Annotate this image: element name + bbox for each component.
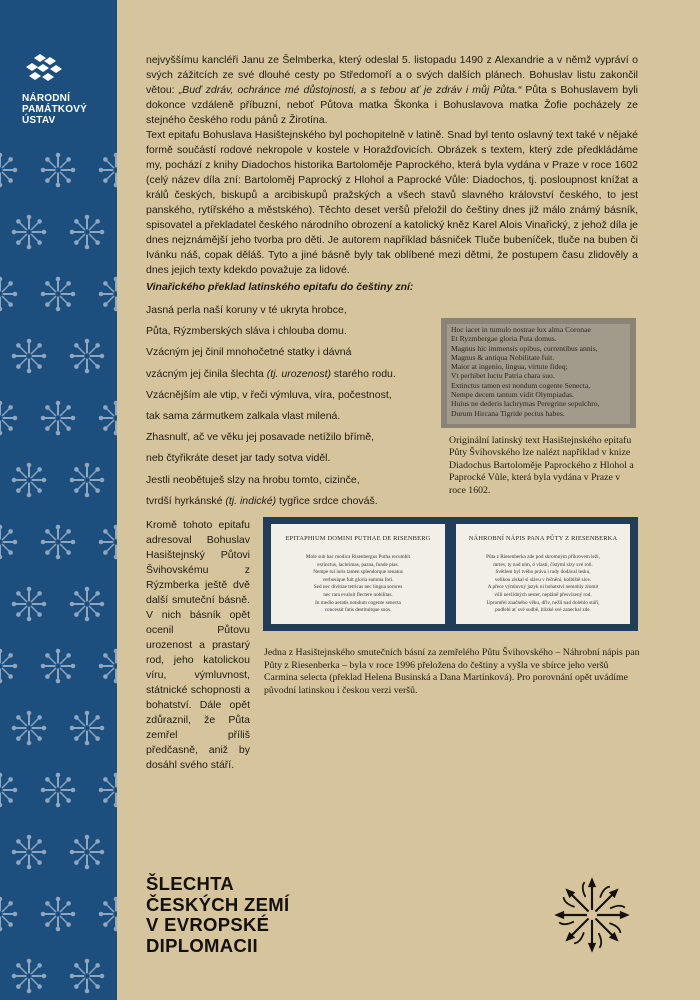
poem-line: Jasná perla naší koruny v té ukryta hrobce,	[146, 304, 347, 316]
poem-translation	[146, 300, 436, 512]
ornament-star-icon	[99, 401, 117, 435]
book-line: concessit fatis destituitque suos.	[324, 607, 392, 614]
ornament-star-icon	[12, 959, 46, 993]
latin-line: Magnus & antiqua Nobilitate fuit.	[451, 352, 555, 362]
poem-line-note: (tj. urozenost)	[266, 367, 331, 380]
ornament-star-icon	[70, 463, 104, 497]
book-line: A přece výmluvný jazyk ni bohatství nemohly zlomit	[487, 584, 599, 591]
ornament-star-icon	[0, 401, 17, 435]
book-page-czech	[456, 524, 630, 624]
book-line: nec rara evaluit flectere nobilitas.	[323, 591, 393, 598]
book-page-title: EPITAPHIUM DOMINI PUTHAE DE RISENBERG	[285, 535, 431, 542]
poem-line-part: tvrdší hyrkánské	[146, 494, 226, 507]
poem-heading: Vinařického překlad latinského epitafu do češtiny zní:	[146, 281, 414, 293]
ornament-star-icon	[12, 711, 46, 745]
book-page-text	[277, 554, 439, 615]
ornament-star-icon	[12, 587, 46, 621]
poem-line-part: starého rodu.	[331, 367, 396, 380]
ornament-star-icon	[99, 153, 117, 187]
poem-line-part: vzácným jej činila šlechta	[146, 367, 267, 380]
poem-line-part: tygřice srdce chováš.	[276, 494, 378, 507]
poem-line: Půta, Rýzmberských sláva i chlouba domu.	[146, 325, 347, 338]
logo-line-1: NÁRODNÍ	[22, 93, 71, 104]
ornament-star-icon	[12, 215, 46, 249]
paragraph-letter	[146, 53, 638, 128]
title-line-4: DIPLOMACII	[146, 934, 258, 956]
ornament-star-icon	[70, 711, 104, 745]
ornament-star-icon	[12, 339, 46, 373]
ornament-star-icon	[99, 773, 117, 807]
ornament-pattern	[0, 0, 117, 1000]
ornament-star-icon	[0, 153, 17, 187]
ornament-star-icon	[41, 897, 75, 931]
book-line: Mole sub hac modica Risenbergus Putha recumbit	[305, 554, 411, 560]
ornament-star-icon	[41, 277, 75, 311]
poem-line: tak sama zármutkem zalkala vlast milená.	[146, 409, 341, 422]
latin-line: Et Ryzmbergae gloria Puta domus.	[451, 334, 557, 344]
ornament-star-icon	[41, 773, 75, 807]
compass-emblem-icon	[551, 874, 633, 956]
ornament-star-icon	[70, 835, 104, 869]
paragraph-letter-quote: „Buď zdráv, ochráncе mé důstojnosti, a s tebou ať je zdráv i můj Půta.“	[178, 84, 522, 96]
logo-line-3: ÚSTAV	[22, 115, 56, 126]
latin-line: Nempe decem tantum vidit Olympiadas.	[451, 390, 574, 400]
title-line-1: ŠLECHTA	[146, 873, 235, 894]
poem-line	[146, 364, 436, 385]
ornament-star-icon	[41, 153, 75, 187]
poem-line: Vzácným jej činil mnohočetné statky i dávná	[146, 346, 352, 359]
poem-line: neb čtyřikráte deset jar tady sotva viděl.	[146, 452, 331, 465]
ornament-star-icon	[41, 401, 75, 435]
paragraph-epitaph: Text epitafu Bohuslava Hasištejnského byl pochopitelně v latině. Snad byl tento oslavný text také v nějaké formě součástí rodové nekropole v kostele v Horažďovicích. Obrázek s textem, který zde předkládáme my, pochází z knihy Diadochos historika Bartoloměje Paprockého, která byla vydána v Praze v roce 1602 (celý název díla zní: Bartoloměj Paprocký z Hlohol a Paprocké Vůle: Diadochos, tj. posloupnost knížat a králů českých, biskupů a arcibiskupů pražských a všech stavů slavného království českého, to jest panského, rytířského a městského). Těchto deset veršů přeložil do češtiny dnes již málo známý básník, spisovatel a překladatel českého národního obrození a katolický kněz Karel Alois Vinařický, z jehož díla je dnes nejznámější jeho tvorba pro děti. Je autorem například básniček Tluče bubeníček, tluče na buben či Ivánku náš, copak děláš. Tyto a jiné básně byly tak oblíbené mezi dětmi, že postupem času zlidověly a dnes jejich texty kdekdo považuje za lidové.	[146, 129, 638, 276]
book-line: Světlem byl tvého práva i rady dodával lesku,	[495, 569, 591, 576]
book-line: Sed nec divitiae tetricas nec lingua sorores	[313, 584, 403, 591]
latin-line: Extinctus tamen est nondum cogente Senecta,	[451, 380, 591, 390]
ornament-star-icon	[70, 587, 104, 621]
ornament-star-icon	[41, 525, 75, 559]
latin-line: Maior at ingenio, lingua, virtute fideq;	[451, 362, 568, 372]
poem-line	[146, 491, 436, 512]
book-line: Půta z Riesenberka zde pod skromným příkrovem leží,	[486, 554, 600, 560]
ornament-star-icon	[0, 897, 17, 931]
title-line-2: ČESKÝCH ZEMÍ	[146, 893, 290, 915]
ornament-star-icon	[99, 277, 117, 311]
book-line: vůli nevlídných sester, nepláně přesvízený rod.	[494, 591, 592, 598]
ornament-star-icon	[70, 339, 104, 373]
book-page-title: NÁHROBNÍ NÁPIS PANA PŮTY Z RIESENBERKA	[468, 535, 618, 542]
ornament-star-icon	[0, 277, 17, 311]
ornament-star-icon	[99, 525, 117, 559]
book-line: Upromřel značného věku, dřív, nežli nad dolehlo stáří,	[486, 599, 600, 606]
book-page-text	[462, 554, 624, 615]
latin-epitaph-text	[451, 325, 599, 418]
book-image-caption: Jedna z Hasištejnského smutečních básní za zemřelého Půtu Švihovského – Náhrobní nápis pan Půty z Riesenberka – byla v roce 1996 přeložena do češtiny a vyšla ve sbírce jeho veršů Carmina selecta (překlad Helena Businská a Dana Martínková). Pro porovnání opět uvádíme původní latinskou i českou verzi veršů.	[264, 647, 640, 696]
latin-image-caption: Originální latinský text Hasištejnského epitafu Půty Švihovského lze nalézt například v knize Diadochus Bartoloměje Paprockého z Hlohol a Paprocké Vůle, která byla vydána v Praze v roce 1602.	[449, 435, 634, 496]
ornament-star-icon	[0, 773, 17, 807]
poem-line: Vzácnějším ale vtip, v řeči výmluva, víra, počestnost,	[146, 388, 392, 401]
poem-line: Zhasnulť, ač ve věku jej posavade netížilo břímě,	[146, 431, 375, 444]
ornament-star-icon	[12, 463, 46, 497]
book-line: verbosique fuit gloria summa fori.	[322, 576, 394, 583]
npu-logo-icon	[26, 54, 66, 84]
npu-logo	[22, 54, 102, 126]
book-line: Nempe tui iuris tamen splendorque senatus	[313, 569, 403, 576]
latin-epitaph-image	[441, 318, 636, 428]
latin-line: Vt perhibet luctu Patria chara suo.	[451, 371, 555, 381]
paragraph-letter-start: nejvyššímu kancléři Janu ze Šelmberka, který odeslal 5. listopadu 1490 z Alexandrie a v němž vypráví o svých zážitcích ze své dlouhé cesty po Středomoří a o svých dalších plánech. Bohuslav listu zakončil větou:	[146, 54, 638, 96]
ornament-star-icon	[12, 835, 46, 869]
latin-line: Hoc iacet in tumulo nostrae lux alma Coronae	[451, 325, 591, 334]
npu-logo-text	[22, 93, 102, 126]
side-stripe	[0, 0, 117, 1000]
ornament-star-icon	[0, 525, 17, 559]
latin-line: Huius ne dederis lachrymas Peregrine sepulchro,	[451, 399, 600, 409]
title-line-3: V EVROPSKÉ	[146, 914, 270, 935]
poem-line: Jestli neobětuješ slzy na hrobu tomto, cizinče,	[146, 473, 360, 486]
ornament-star-icon	[70, 959, 104, 993]
poster-title	[146, 874, 289, 956]
book-line: extinctus, lachrimas, pazna, funde pias.	[317, 561, 399, 568]
book-line: podlehl ať své sudbě, blízké své zanechal zde.	[495, 607, 591, 614]
ornament-star-icon	[99, 897, 117, 931]
ornament-star-icon	[41, 649, 75, 683]
book-page-latin	[271, 524, 445, 624]
book-spread-image	[263, 517, 638, 631]
logo-line-2: PAMÁTKOVÝ	[22, 104, 87, 115]
paragraph-letter-end: Půta s Bohuslavem byli dokonce vzdáleně příbuzní, neboť Půtova matka Škonka i Bohuslavova matka Žofie pocházely ze stejného českého rodu pánů z Žirotína.	[146, 84, 638, 126]
book-line: mrtev, ty nad ním, ó vlasti, čistými slzy své roň.	[493, 561, 593, 568]
latin-line: Durum Hircana Tigride pectus habes.	[451, 408, 565, 418]
book-line: In medio aeratis nondum cogente senecta	[315, 599, 401, 606]
latin-line: Magnus hic immensis opibus, currentibus annis,	[451, 343, 598, 353]
poem-line-note: (tj. indické)	[225, 494, 277, 507]
paragraph-other-poems: Kromě tohoto epitafu adresoval Bohuslav Hasištejnský Půtovi Švihovskému z Rýzmberka ještě dvě další smuteční básně. V nich básník opět ocenil Půtovu urozenost a prastarý rod, jeho katolickou víru, výmluvnost, státnické schopnosti a bohatství. Dále opět zdůraznil, že Půta zemřel příliš předčasně, aniž by dosáhl svého stáří.	[146, 519, 250, 771]
ornament-star-icon	[70, 215, 104, 249]
ornament-star-icon	[99, 649, 117, 683]
ornament-star-icon	[0, 649, 17, 683]
book-line: velikou získal si slávu v řečnění, kolbiště slov.	[494, 576, 592, 583]
